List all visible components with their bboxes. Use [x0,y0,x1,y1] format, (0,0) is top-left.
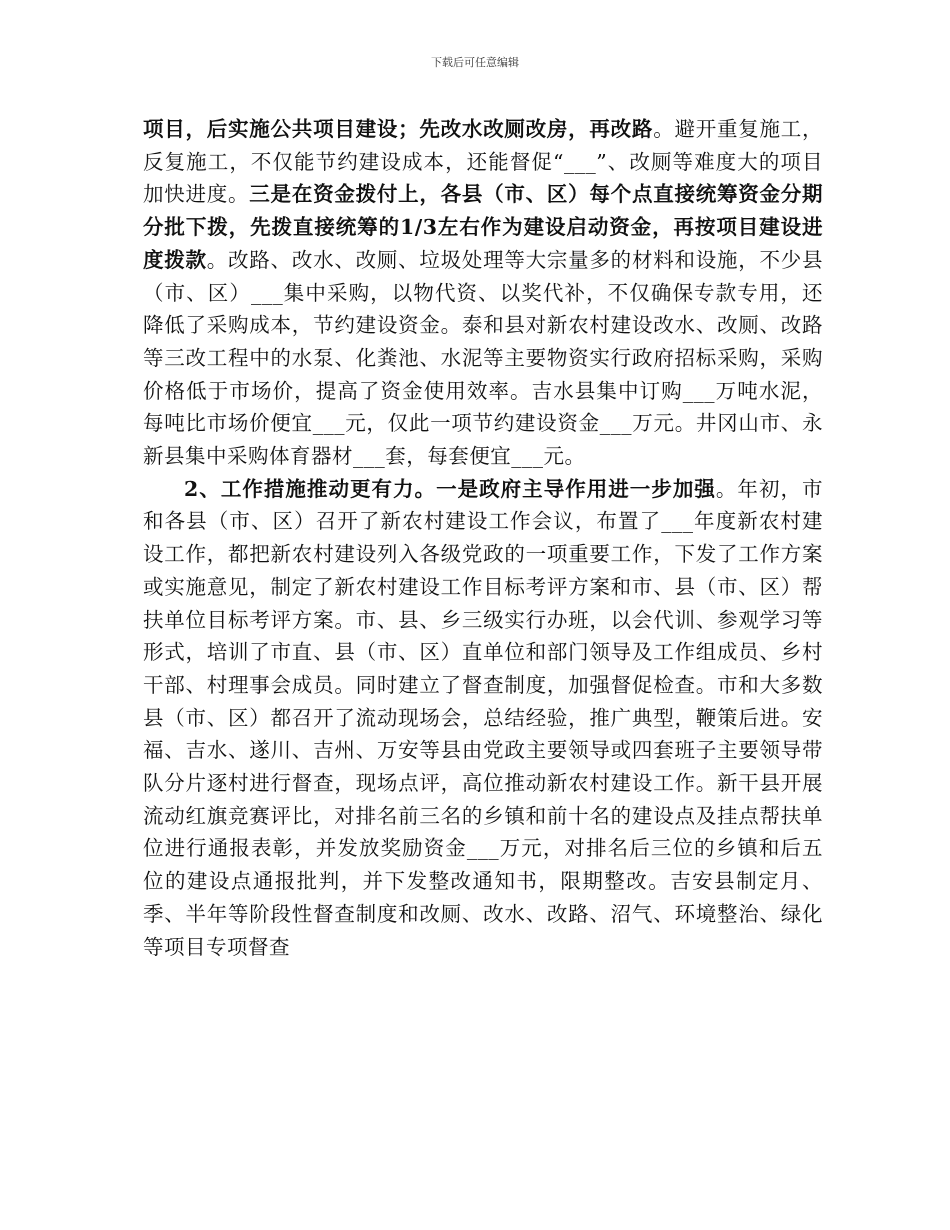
document-body [143,113,823,963]
paragraph-work-measures [143,473,823,964]
text-run: 。年初，市和各县（市、区）召开了新农村建设工作会议，布置了___年度新农村建设工作，都把新农村建设列入各级党政的一项重要工作，下发了工作方案或实施意见，制定了新农村建设工作目标考评方案和市、县（市、区）帮扶单位目标考评方案。市、县、乡三级实行办班，以会代训、参观学习等形式，培训了市直、县（市、区）直单位和部门领导及工作组成员、乡村干部、村理事会成员。同时建立了督查制度，加强督促检查。市和大多数县（市、区）都召开了流动现场会，总结经验，推广典型，鞭策后进。安福、吉水、遂川、吉州、万安等县由党政主要领导或四套班子主要领导带队分片逐村进行督查，现场点评，高位推动新农村建设工作。新干县开展流动红旗竞赛评比，对排名前三名的乡镇和前十名的建设点及挂点帮扶单位进行通报表彰，并发放奖励资金___万元，对排名后三位的乡镇和后五位的建设点通报批判，并下发整改通知书，限期整改。吉安县制定月、季、半年等阶段性督查制度和改厕、改水、改路、沼气、环境整治、绿化等项目专项督查 [143,476,824,959]
bold-phrase: 项目，后实施公共项目建设；先改水改厕改房，再改路 [143,117,654,141]
text-run: 。避开重复施工，反复施工，不仅能节约建设成本，还能督促“___”、改厕等难度大的项目加快进度。 [143,117,824,207]
text-run: 。改路、改水、改厕、垃圾处理等大宗量多的材料和设施，不少县（市、区）___集中采购，以物代资、以奖代补，不仅确保专款专用，还降低了采购成本，节约建设资金。泰和县对新农村建设改水、改厕、改路等三改工程中的水泵、化粪池、水泥等主要物资实行政府招标采购，采购价格低于市场价，提高了资金使用效率。吉水县集中订购___万吨水泥，每吨比市场价便宜___元，仅此一项节约建设资金___万元。井冈山市、永新县集中采购体育器材___套，每套便宜___元。 [143,247,824,469]
bold-phrase: 2、工作措施推动更有力。一是政府主导作用进一步加强 [184,476,716,501]
page-header: 下载后可任意编辑 [431,56,519,69]
paragraph-funding [143,113,823,473]
bold-phrase: 三是在资金拨付上，各县（市、区）每个点直接统筹资金分期分批下拨，先拨直接统筹的1/3左右作为建设启动资金，再按项目建设进度拨款 [143,182,824,272]
